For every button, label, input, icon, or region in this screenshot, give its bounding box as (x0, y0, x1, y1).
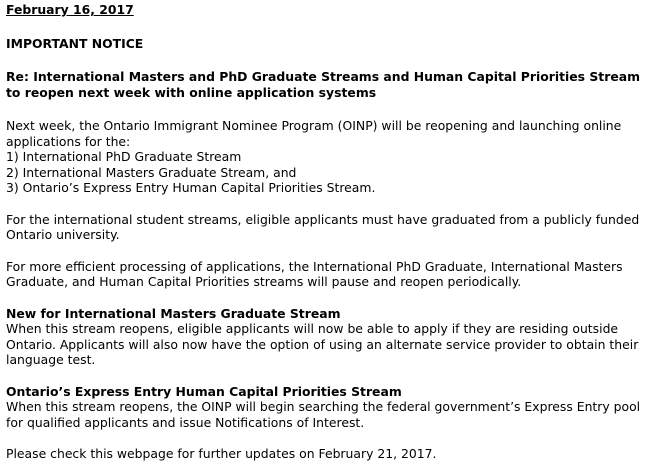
masters-section (6, 306, 644, 368)
express-entry-section (6, 384, 644, 431)
stream-list-item: 2) International Masters Graduate Stream, and (6, 164, 297, 180)
masters-body: When this stream reopens, eligible applicants will now be able to apply if they are residing outside Ontario. Applicants will also now have the option of using an alternate service provider to obtain their language test. (6, 321, 639, 367)
processing-paragraph: For more efficient processing of applications, the International PhD Graduate, International Masters Graduate, and Human Capital Priorities streams will pause and reopen periodically. (6, 258, 623, 289)
notice-document (6, 2, 644, 462)
express-entry-body: When this stream reopens, the OINP will begin searching the federal government’s Express Entry pool for qualified applicants and issue Notifications of Interest. (6, 399, 641, 430)
stream-list-item: 3) Ontario’s Express Entry Human Capital Priorities Stream. (6, 180, 376, 195)
intro-text: Next week, the Ontario Immigrant Nominee Program (OINP) will be reopening and launching online applications for the: (6, 118, 622, 149)
intro-paragraph (6, 118, 644, 149)
notice-title: IMPORTANT NOTICE (6, 35, 144, 51)
students-paragraph: For the international student streams, eligible applicants must have graduated from a publicly funded Ontario university. (6, 211, 640, 242)
masters-heading: New for International Masters Graduate Stream (6, 305, 341, 321)
express-entry-heading: Ontario’s Express Entry Human Capital Priorities Stream (6, 383, 402, 399)
closing-paragraph: Please check this webpage for further updates on February 21, 2017. (6, 446, 437, 461)
stream-list-item: 1) International PhD Graduate Stream (6, 149, 242, 164)
stream-list (6, 149, 644, 196)
notice-subject: Re: International Masters and PhD Graduate Streams and Human Capital Priorities Stream to reopen next week with online application systems (6, 69, 640, 100)
notice-date: February 16, 2017 (6, 2, 134, 17)
